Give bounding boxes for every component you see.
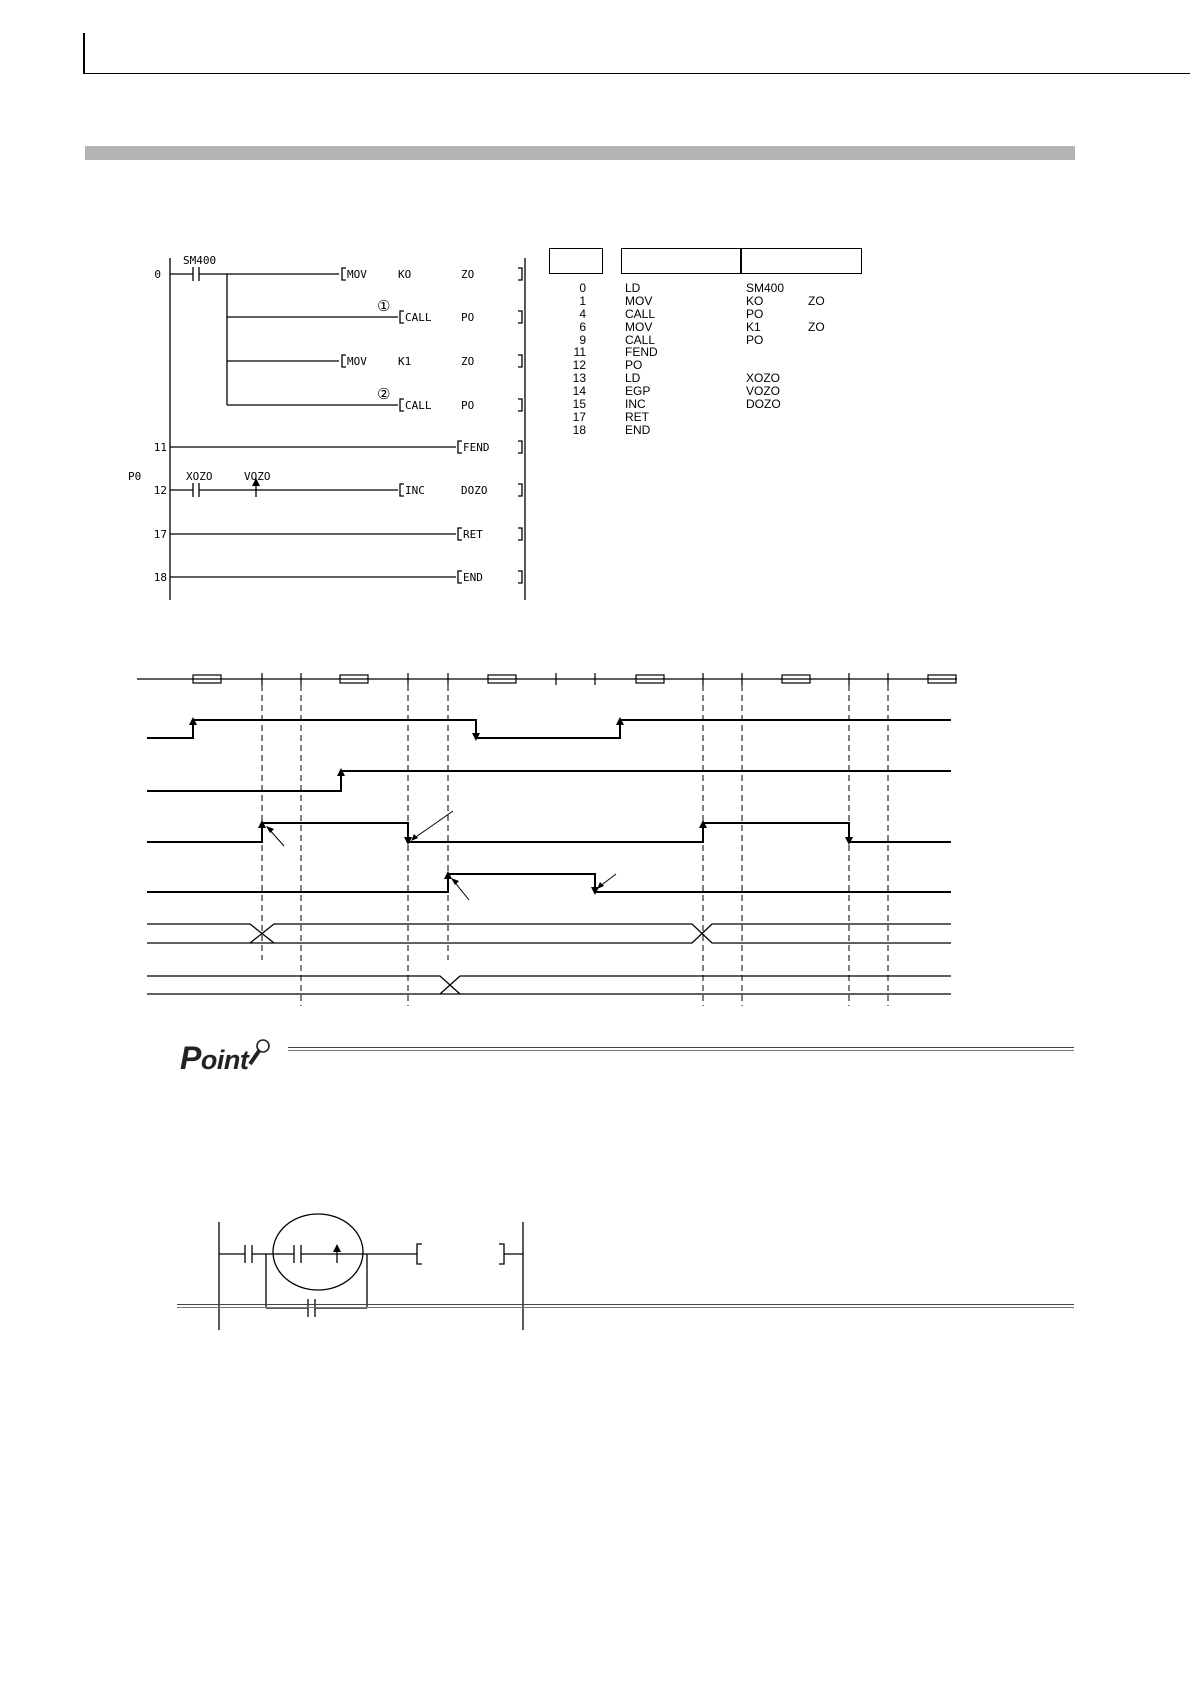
- list-row: 0 LD SM400: [579, 281, 785, 295]
- bus-2: [147, 976, 951, 994]
- point-top-rule-2: [288, 1050, 1074, 1051]
- point-bottom-rule-2: [177, 1307, 1074, 1308]
- instruction-operand: ZO: [461, 268, 475, 281]
- point-magnifier-icon: [245, 1036, 273, 1070]
- list-row: 18 END: [572, 422, 651, 437]
- step-number: 17: [153, 528, 167, 541]
- contact-label: XOZO: [186, 470, 213, 483]
- instruction-name: MOV: [347, 355, 367, 368]
- highlight-ellipse: [273, 1214, 363, 1290]
- instruction-name: MOV: [347, 268, 367, 281]
- marker-2: ②: [377, 385, 391, 403]
- list-row: 14 EGP VOZO: [572, 384, 781, 399]
- signal-3: [147, 823, 951, 842]
- point-logo: Point: [180, 1040, 249, 1076]
- instruction-operand: ZO: [461, 355, 475, 368]
- list-row: 11 FEND: [573, 345, 658, 360]
- instruction-name: CALL: [405, 311, 432, 324]
- list-row: 4 CALL PO: [579, 306, 764, 321]
- contact-label: VOZO: [244, 470, 271, 483]
- instruction-operand: KO: [398, 268, 412, 281]
- list-header-instruction-box: [621, 248, 862, 274]
- list-header-step-box: [549, 248, 603, 274]
- ladder-diagram: [0, 0, 540, 610]
- timing-guides: [262, 685, 888, 1006]
- list-row: 13 LD XOZO: [572, 371, 781, 386]
- contact-label: SM400: [183, 254, 217, 267]
- step-number: 0: [154, 268, 161, 281]
- instruction-name: CALL: [405, 399, 432, 412]
- signal-2: [147, 771, 951, 791]
- step-number: 12: [153, 484, 167, 497]
- list-row: 12 PO: [572, 358, 643, 373]
- instruction-operand: PO: [461, 311, 475, 324]
- instruction-name: INC: [405, 484, 425, 497]
- point-bottom-rule: [177, 1304, 1074, 1305]
- step-number: 11: [153, 441, 167, 454]
- bus-1: [147, 924, 951, 943]
- instruction-list: [548, 282, 878, 437]
- instruction-name: FEND: [463, 441, 490, 454]
- instruction-operand: K1: [398, 355, 412, 368]
- step-number: 18: [153, 571, 167, 584]
- list-row: 1 MOV KO ZO: [579, 293, 825, 308]
- point-top-rule: [288, 1047, 1074, 1048]
- marker-1: ①: [377, 297, 391, 315]
- instruction-name: END: [463, 571, 483, 584]
- timing-chart: [0, 660, 1190, 1010]
- list-row: 15 INC DOZO: [572, 397, 781, 412]
- signal-4: [147, 874, 951, 892]
- signal-1: [147, 720, 951, 738]
- point-ladder-diagram: [200, 1180, 540, 1340]
- list-row: 17 RET: [572, 409, 649, 424]
- instruction-name: RET: [463, 528, 483, 541]
- instruction-operand: DOZO: [461, 484, 488, 497]
- list-row: 9 CALL PO: [579, 332, 764, 347]
- list-row: 6 MOV K1 ZO: [579, 319, 825, 334]
- pointer-label: P0: [128, 470, 142, 483]
- instruction-operand: PO: [461, 399, 475, 412]
